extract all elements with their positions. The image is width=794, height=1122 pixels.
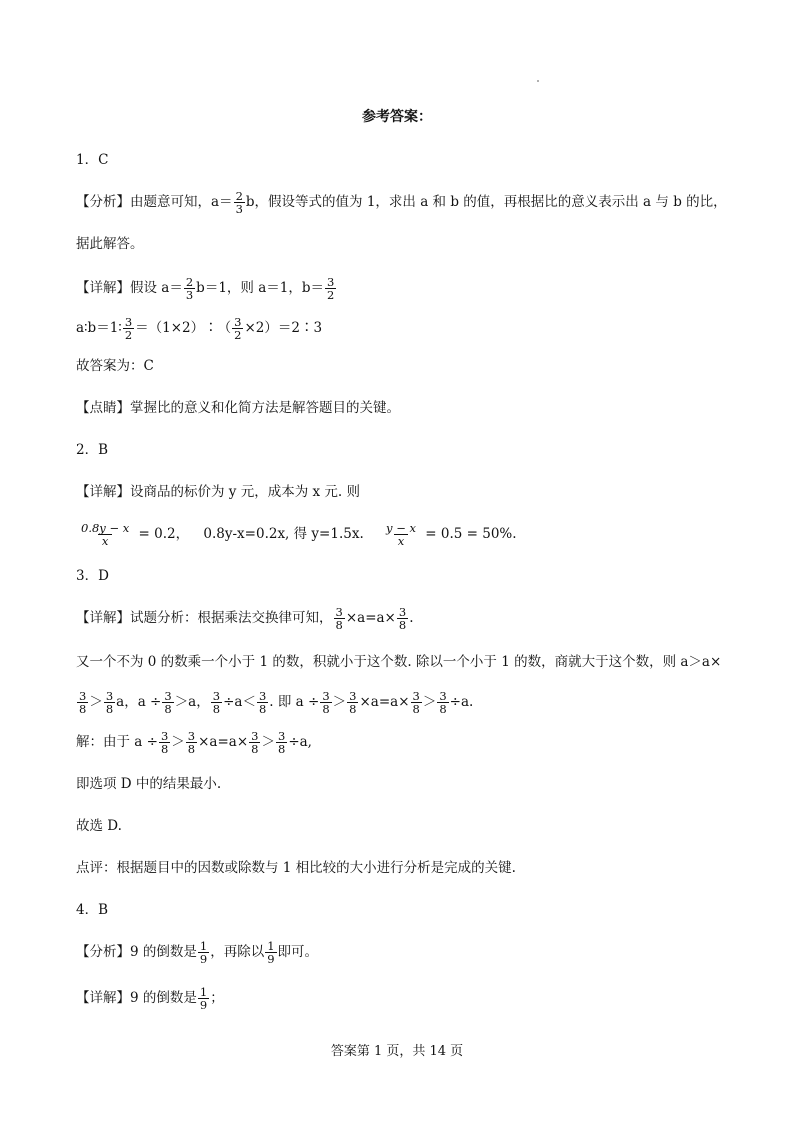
denominator: x [394, 534, 409, 547]
numerator: 3 [251, 729, 259, 743]
q2-detail: 【详解】设商品的标价为 y 元，成本为 x 元. 则 [76, 484, 360, 500]
numerator: 3 [258, 689, 267, 703]
fraction [334, 606, 345, 631]
denominator: 8 [335, 618, 343, 632]
q1-detail [76, 276, 754, 301]
numerator: 3 [187, 729, 196, 743]
q3-line6: 故选 D. [76, 818, 122, 834]
text: 解：由于 a ÷ [76, 734, 158, 750]
denominator: 8 [79, 702, 87, 716]
numerator: 3 [164, 689, 172, 703]
q2-equations [76, 522, 754, 547]
numerator: 3 [124, 315, 133, 329]
denominator: 9 [267, 952, 275, 966]
numerator: 3 [105, 689, 114, 703]
denominator: 8 [212, 702, 221, 716]
q2-heading: 2．B [76, 442, 109, 458]
text: a∶b＝1∶ [76, 320, 122, 336]
text: = 0.2， [138, 526, 190, 542]
q3-line2: 又一个不为 0 的数乘一个小于 1 的数，积就小于这个数. 除以一个小于 1 的数，商就大于这个数，则 a＞a× [76, 654, 722, 670]
text: b，假设等式的值为 1，求出 a 和 b 的值，再根据比的意义表示出 a 与 b 的比， [245, 194, 727, 210]
text: 即可。 [277, 944, 319, 960]
denominator: 8 [398, 618, 407, 632]
text: = 0.5 = 50%. [425, 526, 517, 542]
fraction [198, 940, 209, 965]
q1-analysis [76, 190, 754, 215]
fraction [77, 690, 88, 715]
numerator: 2 [235, 189, 243, 203]
fraction [320, 690, 331, 715]
q1-comment: 【点睛】掌握比的意义和化简方法是解答题目的关键。 [76, 400, 400, 416]
text: ÷a＜ [223, 694, 256, 710]
denominator: 9 [199, 998, 208, 1012]
q1-heading: 1．C [76, 152, 109, 168]
fraction [265, 940, 276, 965]
fraction [325, 276, 336, 301]
numerator: 3 [335, 605, 343, 619]
denominator: 2 [124, 328, 133, 342]
q3-line3 [76, 690, 754, 715]
fraction [257, 690, 268, 715]
text: . 即 a ÷ [269, 694, 320, 710]
text: ＞ [422, 694, 437, 710]
numerator: 3 [412, 689, 420, 703]
denominator: x [98, 534, 113, 547]
q3-solution [76, 730, 754, 755]
fraction [382, 522, 420, 547]
denominator: 3 [235, 202, 243, 216]
scan-dot [537, 80, 539, 82]
fraction [198, 986, 209, 1011]
numerator: 2 [185, 275, 194, 289]
text: ÷a. [449, 694, 474, 710]
text: . [409, 610, 414, 626]
denominator: 2 [326, 288, 335, 302]
denominator: 8 [160, 742, 169, 756]
text: 【详解】假设 a＝ [76, 280, 183, 296]
numerator: 3 [234, 315, 242, 329]
numerator: 3 [398, 605, 407, 619]
text: ，再除以 [210, 944, 265, 960]
numerator: 3 [277, 729, 286, 743]
fraction [184, 276, 195, 301]
q4-heading: 4．B [76, 902, 109, 918]
text: 0.8y-x=0.2x, 得 y=1.5x. [203, 526, 364, 542]
denominator: 9 [199, 952, 208, 966]
denominator: 8 [349, 702, 357, 716]
fraction [276, 730, 287, 755]
numerator: 3 [326, 275, 335, 289]
denominator: 8 [322, 702, 330, 716]
fraction [411, 690, 422, 715]
denominator: 8 [277, 742, 286, 756]
text: b＝1，则 a＝1，b＝ [196, 280, 324, 296]
q3-detail [76, 606, 754, 631]
page-footer: 答案第 1 页，共 14 页 [330, 1044, 464, 1059]
fraction [77, 522, 133, 547]
text: 【详解】试题分析：根据乘法交换律可知， [76, 610, 333, 626]
text: ； [210, 990, 224, 1006]
denominator: 8 [187, 742, 196, 756]
fraction [234, 190, 245, 215]
q3-line7: 点评：根据题目中的因数或除数与 1 相比较的大小进行分析是完成的关键. [76, 860, 516, 876]
q1-analysis-cont: 据此解答。 [76, 236, 144, 252]
text: ×a=a× [345, 610, 396, 626]
denominator: 2 [234, 328, 242, 342]
page-title: 参考答案： [362, 109, 432, 125]
fraction [232, 316, 243, 341]
fraction [211, 690, 222, 715]
fraction [249, 730, 260, 755]
fraction [159, 730, 170, 755]
text: ×2）＝2∶3 [244, 320, 323, 336]
q4-analysis [76, 940, 754, 965]
denominator: 8 [164, 702, 172, 716]
q3-line5: 即选项 D 中的结果最小. [76, 776, 222, 792]
text: 【分析】9 的倒数是 [76, 944, 197, 960]
text: ＞ [171, 734, 185, 750]
text: 【详解】9 的倒数是 [76, 990, 197, 1006]
text: ＞ [261, 734, 275, 750]
q3-heading: 3．D [76, 568, 109, 584]
q1-answer: 故答案为：C [76, 358, 154, 374]
text: ＞ [332, 694, 347, 710]
numerator: y − x [386, 521, 416, 535]
denominator: 3 [185, 288, 194, 302]
numerator: 3 [212, 689, 221, 703]
text: ×a=a× [359, 694, 410, 710]
denominator: 8 [105, 702, 114, 716]
numerator: 3 [322, 689, 330, 703]
text: ÷a, [288, 734, 312, 750]
fraction [347, 690, 358, 715]
fraction [186, 730, 197, 755]
q1-ratio [76, 316, 754, 341]
text: a，a ÷ [116, 694, 162, 710]
text: ×a=a× [198, 734, 249, 750]
fraction [397, 606, 408, 631]
fraction [123, 316, 134, 341]
denominator: 8 [251, 742, 259, 756]
numerator: 3 [160, 729, 169, 743]
denominator: 8 [412, 702, 420, 716]
numerator: 1 [199, 939, 208, 953]
fraction [104, 690, 115, 715]
numerator: 1 [199, 985, 208, 999]
numerator: 0.8y − x [81, 521, 130, 535]
denominator: 8 [439, 702, 447, 716]
denominator: 8 [258, 702, 267, 716]
numerator: 3 [79, 689, 87, 703]
q4-detail [76, 986, 754, 1011]
numerator: 3 [349, 689, 357, 703]
numerator: 3 [439, 689, 447, 703]
text: 【分析】由题意可知，a＝ [76, 194, 233, 210]
fraction [162, 690, 173, 715]
fraction [437, 690, 448, 715]
text: ＝（1×2）∶（ [135, 320, 232, 336]
text: ＞ [89, 694, 103, 710]
text: ＞a， [174, 694, 210, 710]
numerator: 1 [267, 939, 275, 953]
